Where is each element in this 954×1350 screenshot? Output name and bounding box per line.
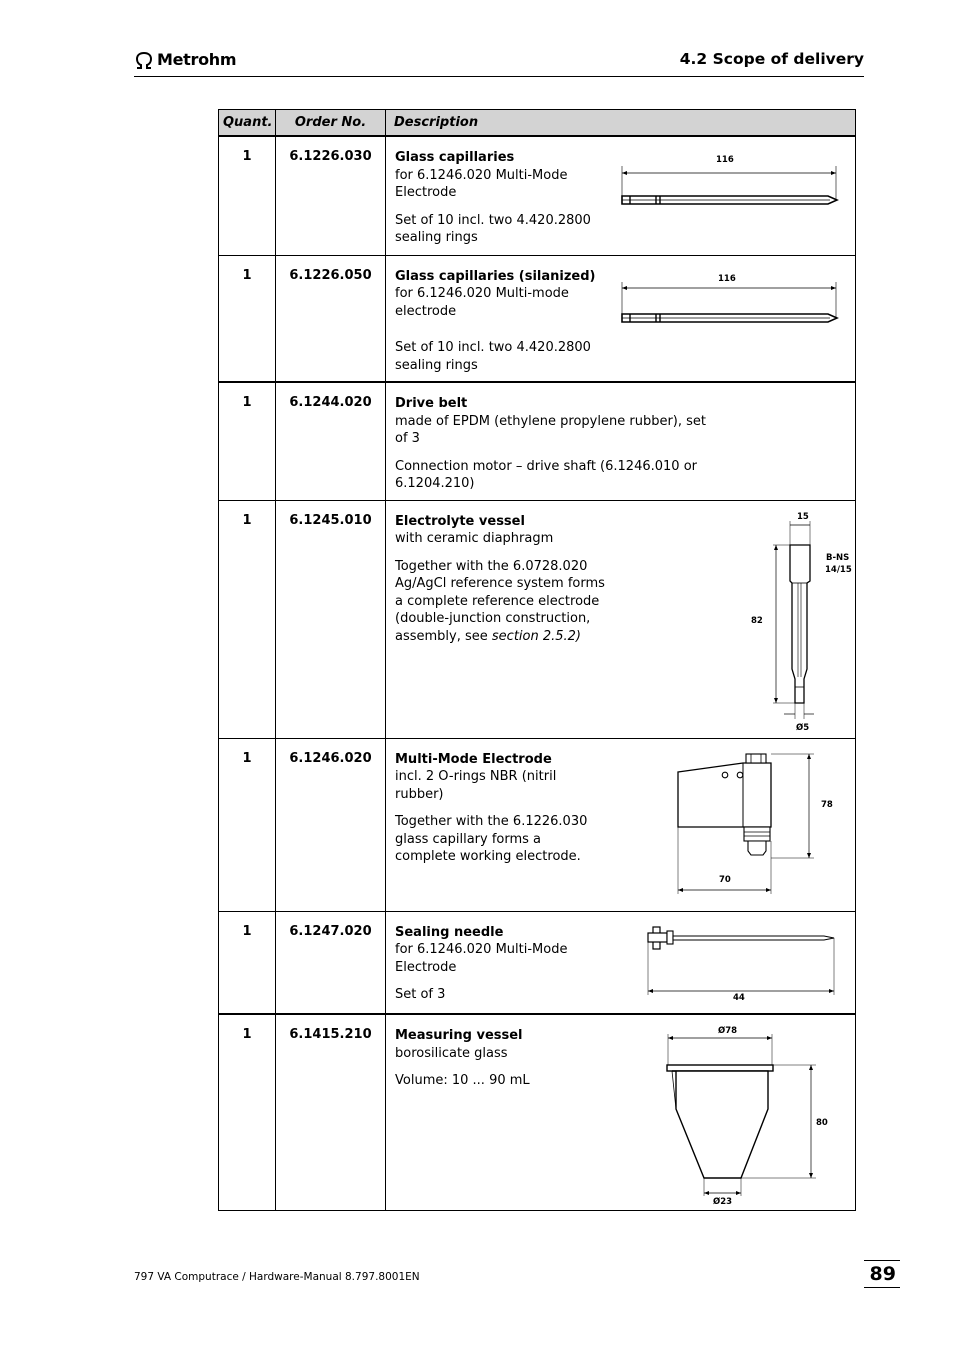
measuring-vessel-drawing <box>656 1021 836 1211</box>
description-cell <box>386 1014 856 1210</box>
quantity-cell: 1 <box>219 1014 276 1210</box>
brand-logo <box>134 50 236 69</box>
item-subtitle: with ceramic diaphragm <box>395 531 554 546</box>
item-title: Electrolyte vessel <box>395 513 525 529</box>
scope-of-delivery-table <box>218 109 856 1211</box>
description-cell <box>386 136 856 255</box>
dimension-width-label: 70 <box>719 874 731 885</box>
description-cell <box>386 738 856 911</box>
item-note: Set of 10 incl. two 4.420.2800 sealing rings <box>395 340 591 373</box>
item-subtitle: borosilicate glass <box>395 1045 508 1061</box>
order-number-cell: 6.1415.210 <box>276 1014 386 1210</box>
glass-capillary-silanized-drawing <box>616 270 841 332</box>
item-subtitle: for 6.1246.020 Multi-Mode Electrode <box>395 167 568 200</box>
order-number-cell: 6.1245.010 <box>276 500 386 738</box>
section-title: 4.2 Scope of delivery <box>679 50 864 68</box>
item-title: Measuring vessel <box>395 1028 523 1043</box>
table-row <box>219 382 856 500</box>
joint-type-label: B-NS <box>826 552 850 563</box>
multi-mode-electrode-drawing <box>671 747 841 902</box>
item-title: Glass capillaries (silanized) <box>395 268 596 284</box>
dimension-length-label: 116 <box>718 273 736 284</box>
quantity-cell: 1 <box>219 911 276 1014</box>
table-row <box>219 255 856 382</box>
table-row <box>219 500 856 738</box>
table-header-row <box>219 110 856 137</box>
order-number-cell: 6.1226.050 <box>276 255 386 382</box>
item-note: Together with the 6.1226.030 glass capillary forms a complete working electrode. <box>395 814 588 864</box>
quantity-cell: 1 <box>219 255 276 382</box>
item-subtitle: for 6.1246.020 Multi-mode electrode <box>395 286 569 319</box>
item-note-text: Together with the 6.0728.020 Ag/AgCl reference system forms a complete reference electrode (double-junction construction, assembly, see <box>395 558 605 644</box>
glass-capillary-drawing <box>616 151 841 213</box>
item-note: Set of 10 incl. two 4.420.2800 sealing rings <box>395 212 591 245</box>
column-header-order-no: Order No. <box>276 110 386 137</box>
page-number: 89 <box>869 1263 896 1285</box>
page-header <box>134 48 864 77</box>
description-cell <box>386 911 856 1014</box>
column-header-description: Description <box>386 110 856 137</box>
order-number-cell: 6.1247.020 <box>276 911 386 1014</box>
section-reference: section 2.5.2) <box>491 628 582 644</box>
dimension-top-diameter-label: Ø78 <box>718 1026 738 1036</box>
item-note: Volume: 10 ... 90 mL <box>395 1073 530 1088</box>
item-title: Sealing needle <box>395 924 504 940</box>
item-subtitle: made of EPDM (ethylene propylene rubber), set of 3 <box>395 413 706 446</box>
quantity-cell: 1 <box>219 500 276 738</box>
dimension-height-label: 78 <box>821 799 833 810</box>
table-row <box>219 136 856 255</box>
sealing-needle-drawing <box>641 920 841 1010</box>
item-note <box>395 558 605 646</box>
order-number-cell: 6.1244.020 <box>276 382 386 500</box>
dimension-height-label: 82 <box>751 615 763 626</box>
dimension-height-label: 80 <box>816 1118 828 1128</box>
footer-manual-title: 797 VA Computrace / Hardware-Manual 8.797.8001EN <box>134 1271 420 1283</box>
table-row <box>219 911 856 1014</box>
column-header-quant: Quant. <box>219 110 276 137</box>
dimension-length-label: 116 <box>716 155 734 165</box>
brand-name: Metrohm <box>157 50 237 69</box>
page-number-box <box>864 1260 900 1288</box>
item-note: Connection motor – drive shaft (6.1246.010 or 6.1204.210) <box>395 458 697 491</box>
table-row <box>219 1014 856 1210</box>
item-subtitle: incl. 2 O-rings NBR (nitril rubber) <box>395 769 557 802</box>
description-cell <box>386 382 856 500</box>
order-number-cell: 6.1226.030 <box>276 136 386 255</box>
item-note: Set of 3 <box>395 987 446 1002</box>
dimension-bottom-diameter-label: Ø23 <box>713 1197 733 1207</box>
dimension-tip-diameter-label: Ø5 <box>796 722 810 733</box>
item-title: Glass capillaries <box>395 150 515 165</box>
item-subtitle: for 6.1246.020 Multi-Mode Electrode <box>395 942 568 975</box>
item-title: Multi-Mode Electrode <box>395 751 552 767</box>
item-title: Drive belt <box>395 396 468 411</box>
table-row <box>219 738 856 911</box>
dimension-length-label: 44 <box>733 992 745 1003</box>
quantity-cell: 1 <box>219 136 276 255</box>
order-number-cell: 6.1246.020 <box>276 738 386 911</box>
dimension-width-label: 15 <box>797 511 809 522</box>
joint-size-label: 14/15 <box>825 564 852 575</box>
quantity-cell: 1 <box>219 382 276 500</box>
description-cell <box>386 255 856 382</box>
description-cell <box>386 500 856 738</box>
omega-logo-icon <box>134 51 154 69</box>
electrolyte-vessel-drawing <box>736 507 856 737</box>
quantity-cell: 1 <box>219 738 276 911</box>
